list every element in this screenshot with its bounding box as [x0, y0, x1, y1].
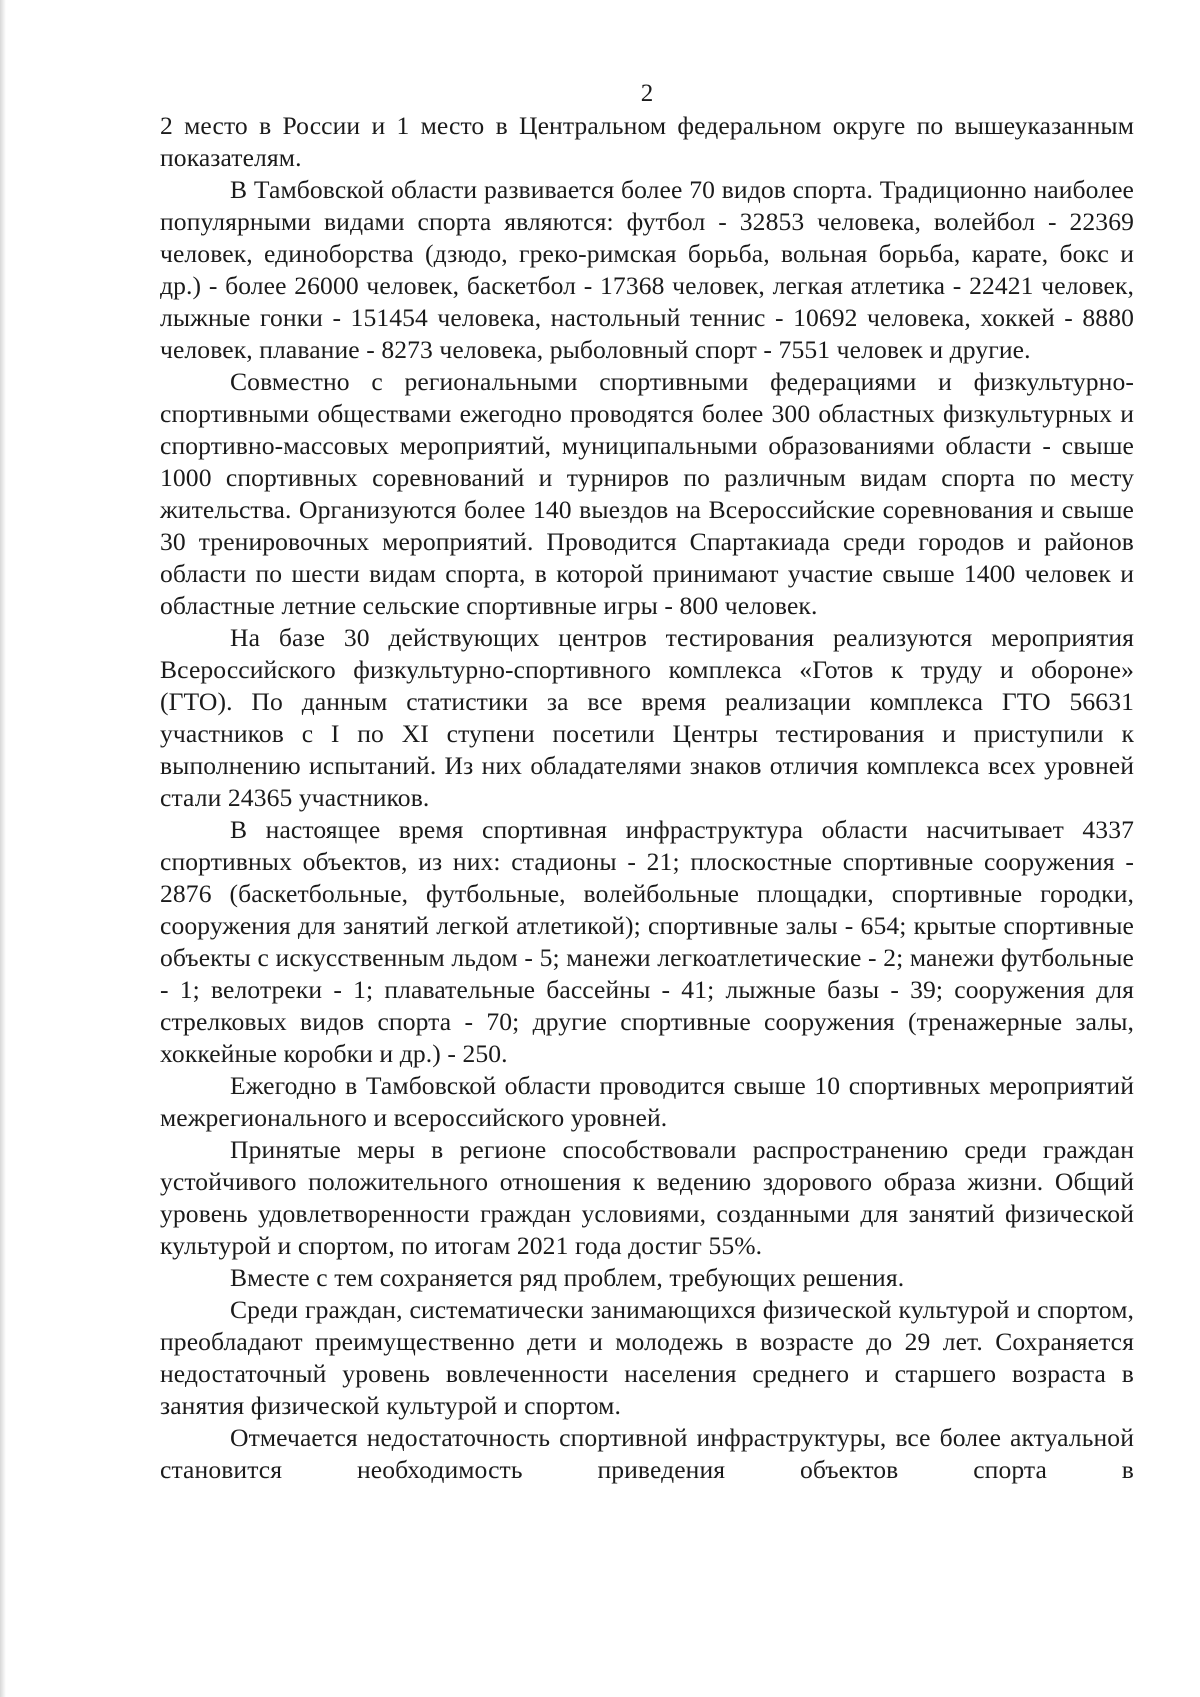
paragraph-infrastructure-shortage: Отмечается недостаточность спортивной инфраструктуры, все более актуальной становится необходимость приведения объектов спорта в [160, 1423, 1134, 1484]
paragraph-infrastructure: В настоящее время спортивная инфраструктура области насчитывает 4337 спортивных объектов, из них: стадионы - 21; плоскостные спортивные сооружения - 2876 (баскетбольные, футбольные, волейбольные площадки, спортивные городки, сооружения для занятий легкой атлетикой); спортивные залы - 654; крытые спортивные объекты с искусственным льдом - 5; манежи легкоатлетические - 2; манежи футбольные - 1; велотреки - 1; плавательные бассейны - 41; лыжные базы - 39; сооружения для стрелковых видов спорта - 70; другие спортивные сооружения (тренажерные залы, хоккейные коробки и др.) - 250. [160, 815, 1134, 1068]
paragraph-annual-events: Ежегодно в Тамбовской области проводится свыше 10 спортивных мероприятий межрегионального и всероссийского уровней. [160, 1071, 1134, 1132]
paragraph-age-groups: Среди граждан, систематически занимающихся физической культурой и спортом, преобладают преимущественно дети и молодежь в возрасте до 29 лет. Сохраняется недостаточный уровень вовлеченности населения среднего и старшего возраста в занятия физической культурой и спортом. [160, 1295, 1134, 1420]
paragraph-gto: На базе 30 действующих центров тестирования реализуются мероприятия Всероссийского физкультурно-спортивного комплекса «Готов к труду и обороне» (ГТО). По данным статистики за все время реализации комплекса ГТО 56631 участников с I по XI ступени посетили Центры тестирования и приступили к выполнению испытаний. Из них обладателями знаков отличия комплекса всех уровней стали 24365 участников. [160, 623, 1134, 812]
scan-edge-shadow [0, 0, 6, 1697]
document-page [160, 78, 1134, 1486]
page-number: 2 [640, 80, 654, 107]
paragraph-problems-intro: Вместе с тем сохраняется ряд проблем, требующих решения. [230, 1263, 905, 1292]
paragraph-sports-types: В Тамбовской области развивается более 70 видов спорта. Традиционно наиболее популярными видами спорта являются: футбол - 32853 человека, волейбол - 22369 человек, единоборства (дзюдо, греко-римская борьба, вольная борьба, карате, бокс и др.) - более 26000 человек, баскетбол - 17368 человек, легкая атлетика - 22421 человек, лыжные гонки - 151454 человека, настольный теннис - 10692 человека, хоккей - 8880 человек, плавание - 8273 человека, рыболовный спорт - 7551 человек и другие. [160, 175, 1134, 364]
paragraph-satisfaction: Принятые меры в регионе способствовали распространению среди граждан устойчивого положительного отношения к ведению здорового образа жизни. Общий уровень удовлетворенности граждан условиями, созданными для занятий физической культурой и спортом, по итогам 2021 года достиг 55%. [160, 1135, 1134, 1260]
paragraph-ranking-continuation: 2 место в России и 1 место в Центральном федеральном округе по вышеуказанным показателям. [160, 111, 1134, 172]
paragraph-events: Совместно с региональными спортивными федерациями и физкультурно-спортивными обществами ежегодно проводятся более 300 областных физкультурных и спортивно-массовых мероприятий, муниципальными образованиями области - свыше 1000 спортивных соревнований и турниров по различным видам спорта по месту жительства. Организуются более 140 выездов на Всероссийские соревнования и свыше 30 тренировочных мероприятий. Проводится Спартакиада среди городов и районов области по шести видам спорта, в которой принимают участие свыше 1400 человек и областные летние сельские спортивные игры - 800 человек. [160, 367, 1134, 620]
